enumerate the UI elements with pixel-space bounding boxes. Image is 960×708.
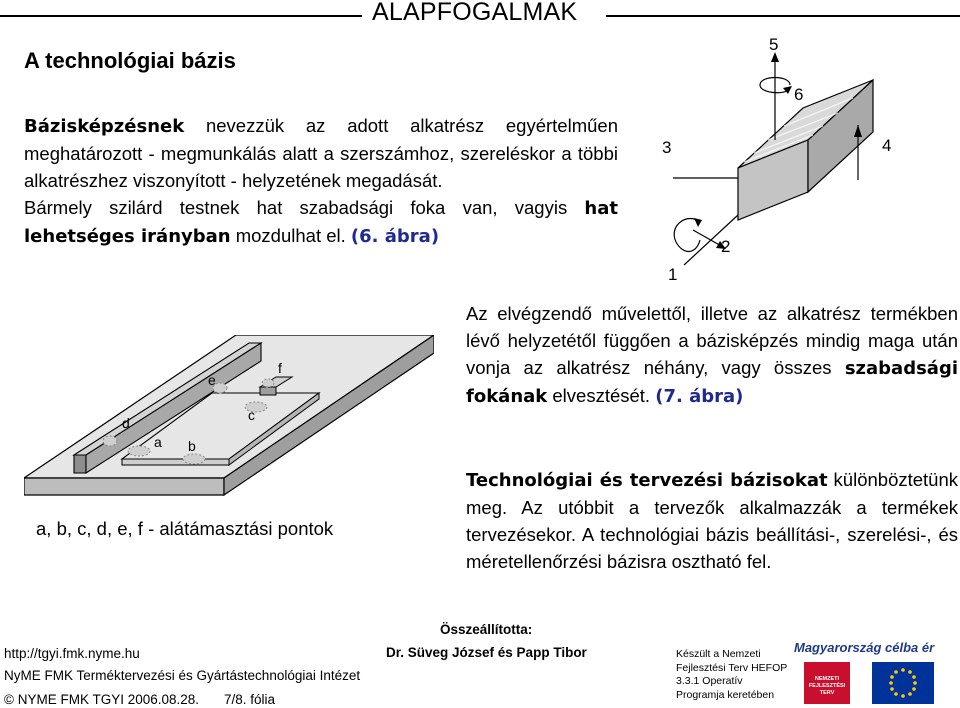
para1-text3: mozdulhat el.	[230, 225, 351, 246]
header-rule-right	[606, 15, 960, 17]
footer-slide-number: 7/8. fólia	[224, 692, 276, 707]
paragraph-base-types	[466, 466, 958, 575]
badge-line-3: TERV	[819, 690, 835, 696]
footer-institute: NyME FMK Terméktervezési és Gyártástechnológiai Intézet	[4, 668, 361, 683]
figure-6-degrees-of-freedom	[648, 30, 948, 292]
figure-7-caption: a, b, c, d, e, f - alátámasztási pontok	[36, 518, 334, 539]
para2-text2: elvesztését.	[547, 385, 656, 406]
funding-line-1: Készült a Nemzeti	[676, 648, 761, 660]
footer-compiled-label: Összeállította:	[440, 622, 533, 637]
para2-bold: szabadsági fokának	[466, 358, 958, 407]
para3-bold: Technológiai és tervezési bázisokat	[466, 470, 828, 491]
figure-7-support-points	[24, 335, 434, 510]
paragraph-degrees-loss	[466, 300, 958, 410]
support-label-b: b	[188, 438, 196, 454]
footer-funding-text	[676, 648, 787, 702]
para1-text1: nevezzük az adott alkatrész egyértelműen meghatározott - megmunkálás alatt a szerszámhoz, szereléskor a többi alkatrészhez viszonyított - helyzetének megadását.	[24, 115, 618, 191]
header-title: ALAPFOGALMAK	[372, 0, 578, 26]
support-label-a: a	[154, 434, 162, 450]
dof-label-3: 3	[662, 138, 672, 157]
term-bold: Bázisképzésnek	[24, 116, 185, 137]
dof-label-4: 4	[882, 136, 892, 155]
support-label-e: e	[208, 372, 216, 388]
para2-text1: Az elvégzendő művelettől, illetve az alkatrész termékben lévő helyzetétől függően a bázisképzés mindig maga után vonja az alkatrész néhány, vagy összes	[466, 303, 958, 378]
footer-authors: Dr. Süveg József és Papp Tibor	[386, 645, 587, 660]
dof-label-5: 5	[769, 35, 779, 54]
footer-copyright: © NYME FMK TGYI 2006.08.28.	[4, 692, 200, 707]
header-rule-left	[0, 15, 362, 17]
funding-line-4: Programja keretében	[676, 688, 775, 701]
section-title: A technológiai bázis	[24, 48, 236, 73]
base-plate-front	[24, 478, 224, 495]
figure-ref-7: (7. ábra)	[655, 386, 744, 407]
figure-ref-6: (6. ábra)	[350, 226, 440, 247]
para3-text: különböztetünk meg. Az utóbbit a tervezők alkalmazzák a termékek tervezésekor. A technológiai bázis beállítási-, szerelési-, és méretellenőrzési bázisra osztható fel.	[466, 469, 959, 572]
dof-label-2: 2	[721, 237, 731, 256]
para1-bold2: hat lehetséges irányban	[24, 198, 618, 247]
footer-url[interactable]: http://tgyi.fmk.nyme.hu	[4, 646, 140, 661]
paragraph-definition	[24, 112, 618, 250]
badge-line-1: NEMZETI	[814, 676, 840, 682]
nft-badge	[804, 662, 850, 704]
badge-line-2: FEJLESZTÉSI	[808, 683, 846, 689]
support-label-f: f	[278, 360, 282, 376]
support-label-c: c	[248, 407, 255, 423]
eu-flag-icon	[872, 662, 934, 704]
dof-label-6: 6	[794, 85, 804, 104]
para1-text2: Bármely szilárd testnek hat szabadsági foka van, vagyis	[24, 197, 585, 218]
magyarorszag-logo-text: Magyarország célba ér	[794, 640, 935, 655]
funding-line-2: Fejlesztési Terv HEFOP	[676, 661, 788, 674]
dof-label-1: 1	[668, 265, 678, 284]
support-label-d: d	[122, 415, 130, 431]
funding-line-3: 3.3.1 Operatív	[676, 675, 743, 687]
